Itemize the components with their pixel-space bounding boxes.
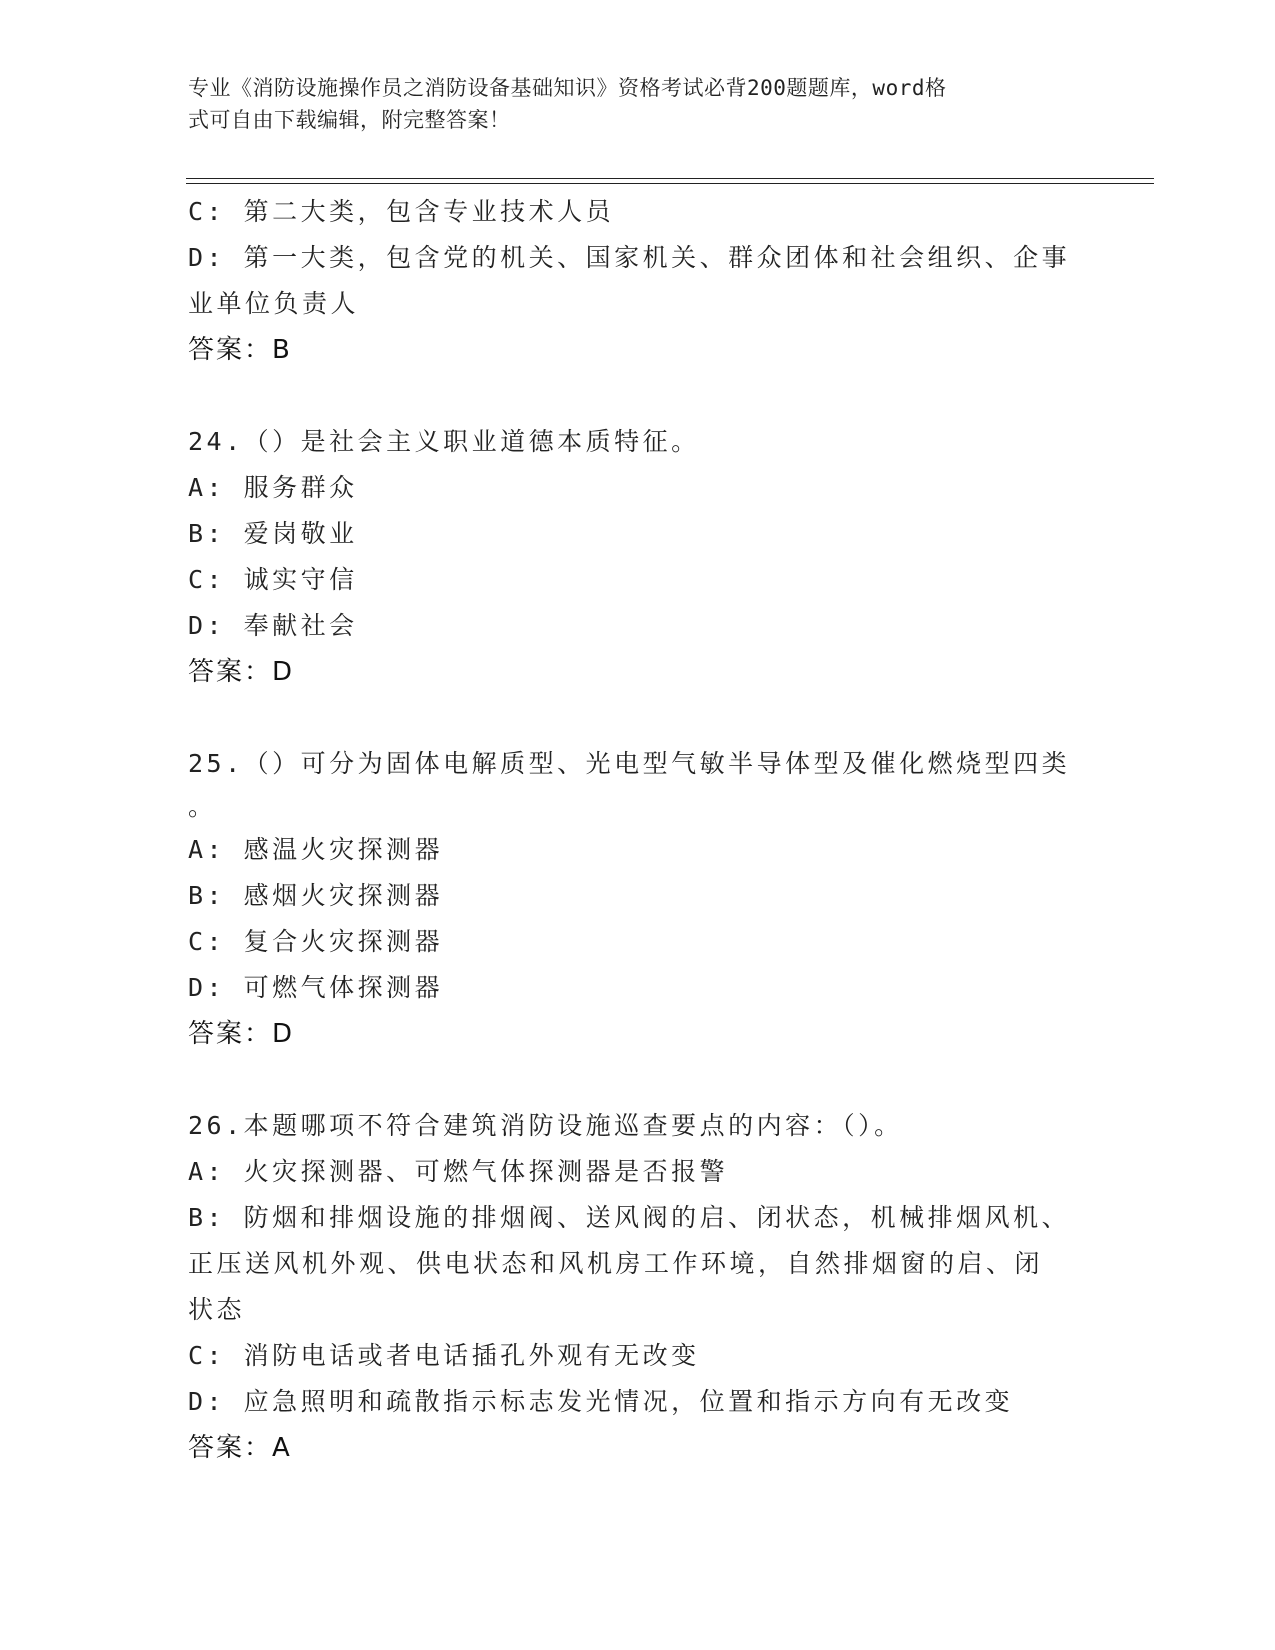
option-d: D: 奉献社会 [188,611,358,640]
answer: 答案：A [188,1433,292,1463]
option-b: B: 爱岗敬业 [188,519,358,548]
document-header [188,72,1068,136]
header-line-1: 专业《消防设施操作员之消防设备基础知识》资格考试必背200题题库，word格 [188,76,947,100]
option-c: C: 诚实守信 [188,565,358,594]
option-b-line-3: 状态 [188,1295,246,1324]
header-divider-bottom [186,183,1154,184]
option-d-line-1: D: 第一大类，包含党的机关、国家机关、群众团体和社会组织、企事 [188,243,1071,272]
option-d-line-2: 业单位负责人 [188,289,360,318]
option-d: D: 可燃气体探测器 [188,973,444,1002]
option-c: C: 消防电话或者电话插孔外观有无改变 [188,1341,700,1370]
answer: 答案：B [188,335,292,365]
option-a: A: 感温火灾探测器 [188,835,444,864]
option-c: C: 复合火灾探测器 [188,927,444,956]
option-d: D: 应急照明和疏散指示标志发光情况，位置和指示方向有无改变 [188,1387,1014,1416]
spacer [188,1057,1088,1103]
question-list [188,189,1088,1471]
question-text-line-2: 。 [188,792,217,821]
question-26 [188,1103,1088,1471]
header-line-2: 式可自由下载编辑，附完整答案！ [188,108,511,132]
option-b-line-2: 正压送风机外观、供电状态和风机房工作环境，自然排烟窗的启、闭 [188,1249,1044,1278]
question-text: 26.本题哪项不符合建筑消防设施巡查要点的内容：（）。 [188,1111,903,1140]
question-text: 24.（）是社会主义职业道德本质特征。 [188,427,700,456]
header-divider-top [186,178,1154,179]
option-b-line-1: B: 防烟和排烟设施的排烟阀、送风阀的启、闭状态，机械排烟风机、 [188,1203,1071,1232]
option-c: C: 第二大类，包含专业技术人员 [188,197,615,226]
spacer [188,695,1088,741]
option-a: A: 火灾探测器、可燃气体探测器是否报警 [188,1157,729,1186]
question-text-line-1: 25.（）可分为固体电解质型、光电型气敏半导体型及催化燃烧型四类 [188,749,1071,778]
option-b: B: 感烟火灾探测器 [188,881,444,910]
answer: 答案：D [188,1019,295,1049]
question-24 [188,419,1088,695]
spacer [188,373,1088,419]
question-25 [188,741,1088,1057]
answer: 答案：D [188,657,295,687]
option-a: A: 服务群众 [188,473,358,502]
question-23-tail [188,189,1088,373]
